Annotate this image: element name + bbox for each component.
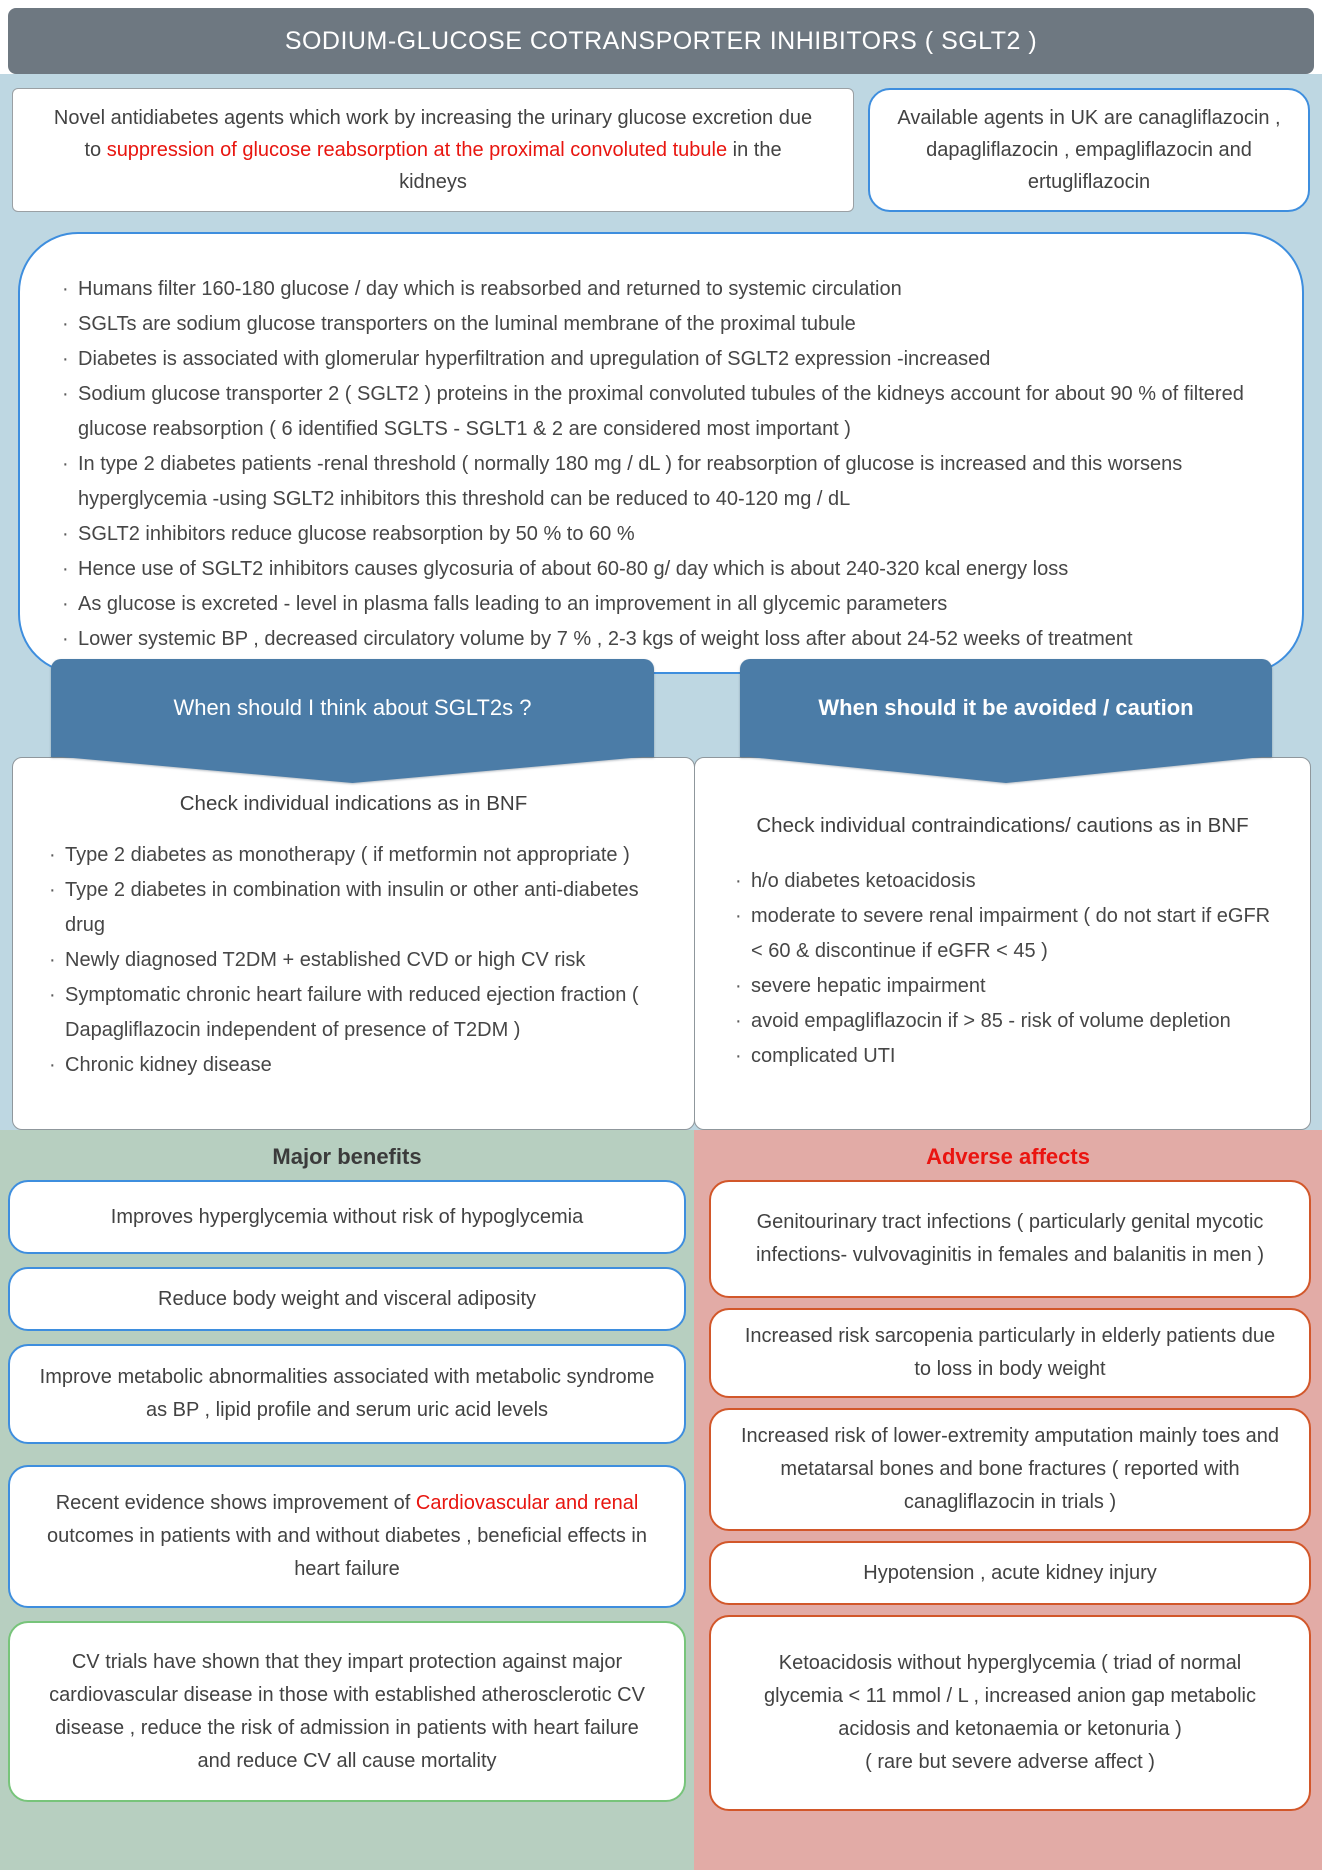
indications-banner-label: When should I think about SGLT2s ? [51,659,654,757]
adverse-card [709,1308,1311,1398]
adverse-text: Increased risk of lower-extremity amputation mainly toes and metatarsal bones and bone fractures ( reported with canagliflazocin in trials ) [740,1425,1279,1513]
adverse-text: Hypotension , acute kidney injury [863,1561,1157,1584]
list-item: · Type 2 diabetes in combination with insulin or other anti-diabetes drug [47,873,654,943]
list-item: · In type 2 diabetes patients -renal threshold ( normally 180 mg / dL ) for reabsorption of glucose is increased and this worsens hyperglycemia -using SGLT2 inhibitors this threshold can be reduced to 40-120 mg / dL [60,447,1274,517]
adverse-card [709,1408,1311,1531]
benefits-section-header: Major benefits [272,1144,422,1169]
benefit-card [8,1180,686,1254]
list-item: · SGLT2 inhibitors reduce glucose reabsorption by 50 % to 60 % [60,517,1274,552]
list-item: · As glucose is excreted - level in plasma falls leading to an improvement in all glycemic parameters [60,587,1274,622]
cautions-banner-label: When should it be avoided / caution [740,659,1272,757]
list-item: · Type 2 diabetes as monotherapy ( if metformin not appropriate ) [47,838,654,873]
benefit-text-post: outcomes in patients with and without diabetes , beneficial effects in heart failure [47,1525,647,1580]
list-item: · SGLTs are sodium glucose transporters on the luminal membrane of the proximal tubule [60,307,1274,342]
adverse-card [709,1541,1311,1605]
list-item: · Chronic kidney disease [47,1048,654,1083]
list-item: · moderate to severe renal impairment ( do not start if eGFR < 60 & discontinue if eGFR < 45 ) [733,899,1274,969]
adverse-text: Ketoacidosis without hyperglycemia ( triad of normal glycemia < 11 mmol / L , increased anion gap metabolic acidosis and ketonaemia or ketonuria ) [764,1652,1256,1740]
list-item: · Lower systemic BP , decreased circulatory volume by 7 % , 2-3 kgs of weight loss after about 24-52 weeks of treatment [60,622,1274,657]
benefits-list [8,1180,686,1802]
list-item: · severe hepatic impairment [733,969,1274,1004]
list-item: · Newly diagnosed T2DM + established CVD or high CV risk [47,943,654,978]
indications-list [13,838,694,1083]
list-item: · avoid empagliflazocin if > 85 - risk of volume depletion [733,1004,1274,1039]
intro-text-post: in the kidneys [399,139,782,193]
list-item: · Symptomatic chronic heart failure with reduced ejection fraction ( Dapagliflazocin independent of presence of T2DM ) [47,978,654,1048]
benefit-card [8,1465,686,1608]
intro-text-pre: Novel antidiabetes agents which work by increasing the urinary glucose excretion due to [53,107,813,161]
adverse-card [709,1180,1311,1298]
title-bar [8,8,1314,74]
benefit-text-highlight: Cardiovascular and renal [415,1492,639,1514]
adverse-text: Increased risk sarcopenia particularly in elderly patients due to loss in body weight [744,1325,1276,1380]
adverse-section-header: Adverse affects [926,1144,1090,1169]
list-item: · Humans filter 160-180 glucose / day which is reabsorbed and returned to systemic circulation [60,272,1274,307]
benefit-text [36,1487,658,1586]
cautions-header: Check individual contraindications/ cautions as in BNF [756,814,1249,837]
list-item: · complicated UTI [733,1039,1274,1074]
page-title: SODIUM-GLUCOSE COTRANSPORTER INHIBITORS ( SGLT2 ) [284,26,1038,55]
intro-description-text [53,102,813,198]
indications-header: Check individual indications as in BNF [179,792,528,815]
key-facts-box [18,232,1304,674]
key-facts-list [60,272,1274,657]
available-agents-text: Available agents in UK are canagliflazocin , dapagliflazocin , empagliflazocin and ertugliflazocin [897,107,1281,193]
list-item: · Hence use of SGLT2 inhibitors causes glycosuria of about 60-80 g/ day which is about 240-320 kcal energy loss [60,552,1274,587]
adverse-text: Genitourinary tract infections ( particularly genital mycotic infections- vulvovaginitis in females and balanitis in men ) [755,1211,1265,1266]
adverse-text-note: ( rare but severe adverse affect ) [865,1751,1155,1773]
intro-text-highlight: suppression of glucose reabsorption at the proximal convoluted tubule [106,139,728,161]
benefit-card [8,1267,686,1331]
cautions-banner [740,659,1272,783]
indications-banner [51,659,654,783]
benefit-text: CV trials have shown that they impart protection against major cardiovascular disease in those with established atherosclerotic CV disease , reduce the risk of admission in patients with heart failure and reduce CV all cause mortality [49,1650,645,1772]
cautions-box [694,757,1311,1130]
banner-arrow-down [51,756,654,783]
banner-arrow-down [740,756,1272,783]
benefit-card [8,1621,686,1802]
benefit-card [8,1344,686,1444]
benefit-text: Reduce body weight and visceral adiposity [158,1287,536,1310]
benefit-text: Improves hyperglycemia without risk of hypoglycemia [110,1205,584,1228]
benefit-text-pre: Recent evidence shows improvement of [55,1492,416,1514]
list-item: · Diabetes is associated with glomerular hyperfiltration and upregulation of SGLT2 expression -increased [60,342,1274,377]
intro-description-box [12,88,854,212]
adverse-list [709,1180,1311,1811]
indications-box [12,757,695,1130]
benefit-text: Improve metabolic abnormalities associated with metabolic syndrome as BP , lipid profile and serum uric acid levels [39,1366,655,1421]
available-agents-box [868,88,1310,212]
cautions-list [695,864,1310,1074]
list-item: · Sodium glucose transporter 2 ( SGLT2 ) proteins in the proximal convoluted tubules of the kidneys account for about 90 % of filtered glucose reabsorption ( 6 identified SGLTS - SGLT1 & 2 are considered most important ) [60,377,1274,447]
list-item: · h/o diabetes ketoacidosis [733,864,1274,899]
adverse-card [709,1615,1311,1811]
